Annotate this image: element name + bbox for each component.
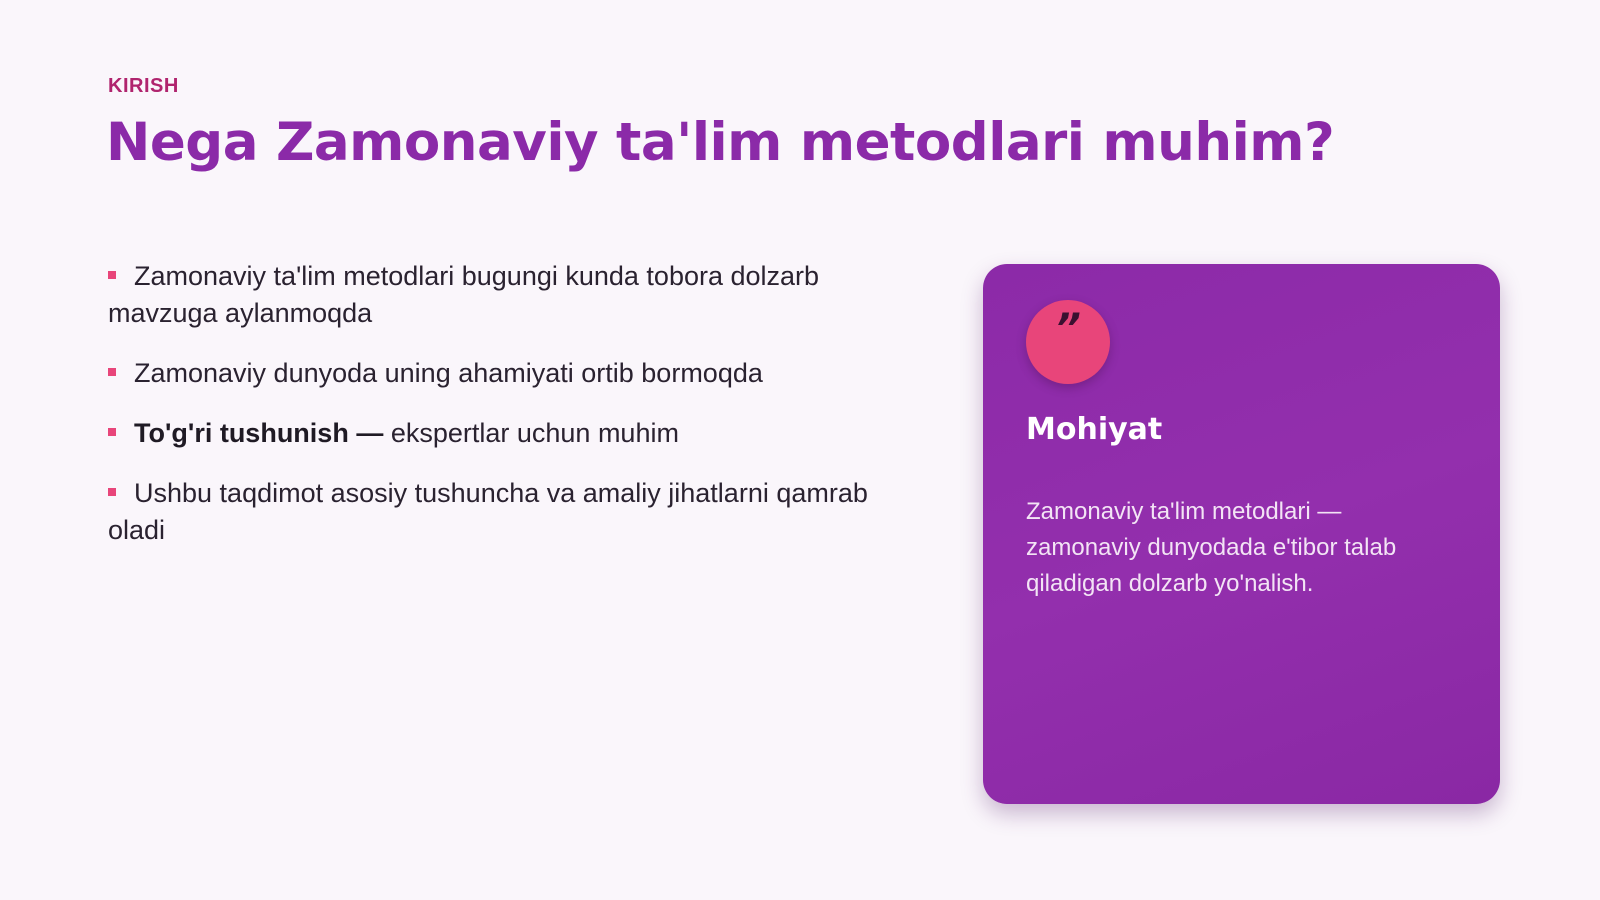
summary-card [983,264,1500,804]
card-text: Zamonaviy ta'lim metodlari — zamonaviy dunyodada e'tibor talab qiladigan dolzarb yo'nalish. [1026,498,1397,597]
bullet-square-icon [108,271,116,279]
bullet-item [108,355,928,392]
bullet-text: Zamonaviy ta'lim metodlari bugungi kunda tobora dolzarb mavzuga aylanmoqda [108,261,820,328]
bullet-item [108,258,928,332]
card-title: Mohiyat [1026,412,1163,447]
bullet-text: ekspertlar uchun muhim [383,418,679,448]
bullet-text: Ushbu taqdimot asosiy tushuncha va amaliy jihatlarni qamrab oladi [108,478,868,545]
bullet-bold-text: To'g'ri tushunish — [134,418,384,448]
bullet-item [108,475,928,549]
section-label: KIRISH [108,75,179,97]
quote-badge [1026,300,1110,384]
bullet-square-icon [108,428,116,436]
slide-title: Nega Zamonaviy ta'lim metodlari muhim? [106,112,1335,173]
bullet-list [108,258,928,572]
bullet-square-icon [108,368,116,376]
bullet-item [108,415,928,452]
bullet-text: Zamonaviy dunyoda uning ahamiyati ortib bormoqda [134,358,763,388]
quote-icon: ” [1055,306,1081,352]
bullet-square-icon [108,488,116,496]
